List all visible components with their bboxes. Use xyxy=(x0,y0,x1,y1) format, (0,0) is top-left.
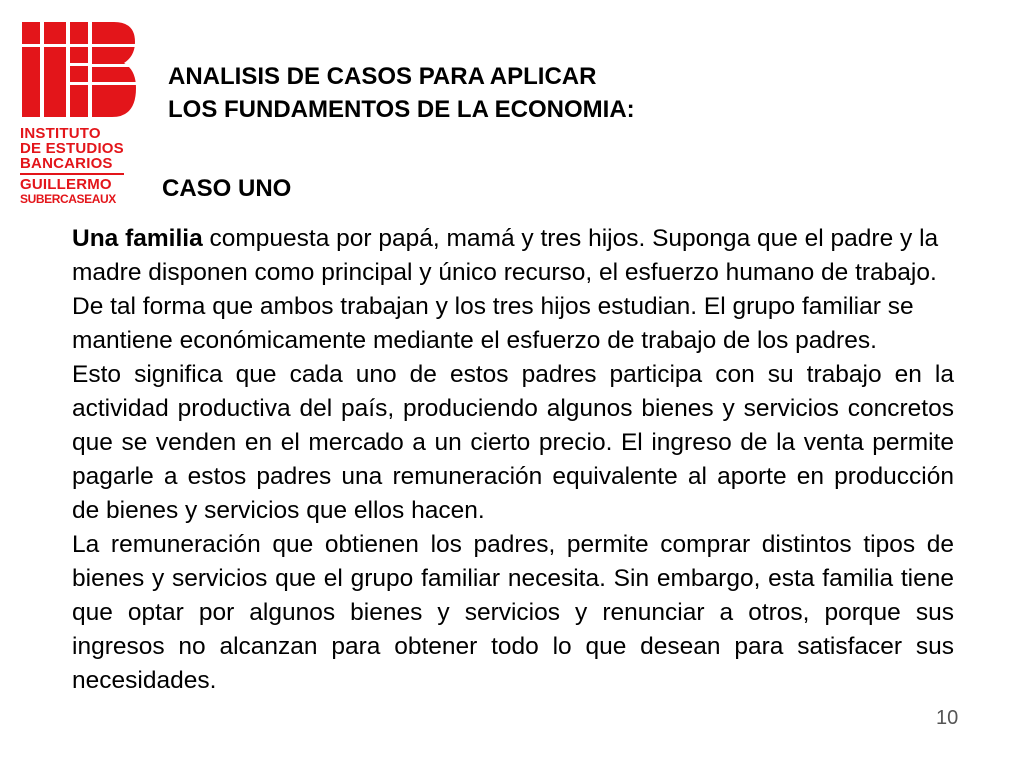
logo-mark-icon xyxy=(20,20,138,120)
page-title xyxy=(168,60,635,126)
institute-logo xyxy=(20,20,138,210)
page-number: 10 xyxy=(936,707,959,729)
logo-line-instituto: INSTITUTO xyxy=(20,125,101,142)
title-line-1: ANALISIS DE CASOS PARA APLICAR xyxy=(168,63,597,90)
logo-line-guillermo: GUILLERMO xyxy=(20,176,112,193)
paragraph-remuneration: La remuneración que obtienen los padres, permite comprar distintos tipos de bienes y servicios que el grupo familiar necesita. Sin embargo, esta familia tiene que optar por algunos bienes y servicios y renunciar a otros, porque sus ingresos no alcanzan para obtener todo lo que desean para satisfacer sus necesidades. xyxy=(72,531,954,694)
logo-divider xyxy=(20,173,124,175)
title-line-2: LOS FUNDAMENTOS DE LA ECONOMIA: xyxy=(168,96,635,123)
paragraph-family xyxy=(72,222,954,358)
paragraph-lead: Una familia xyxy=(72,225,203,252)
logo-line-estudios: DE ESTUDIOS xyxy=(20,140,124,157)
paragraph-production: Esto significa que cada uno de estos padres participa con su trabajo en la actividad productiva del país, produciendo algunos bienes y servicios concretos que se venden en el mercado a un cierto precio. El ingreso de la venta permite pagarle a estos padres una remuneración equivalente al aporte en producción de bienes y servicios que ellos hacen. xyxy=(72,361,954,524)
case-body xyxy=(72,222,954,698)
logo-line-bancarios: BANCARIOS xyxy=(20,155,113,172)
case-heading: CASO UNO xyxy=(162,175,292,202)
paragraph-family-text: compuesta por papá, mamá y tres hijos. Suponga que el padre y la madre disponen como principal y único recurso, el esfuerzo humano de trabajo. De tal forma que ambos trabajan y los tres hijos estudian. El grupo familiar se mantiene económicamente mediante el esfuerzo de trabajo de los padres. xyxy=(72,225,939,354)
logo-line-subercaseaux: SUBERCASEAUX xyxy=(20,192,116,206)
logo-wordmark xyxy=(20,126,130,205)
